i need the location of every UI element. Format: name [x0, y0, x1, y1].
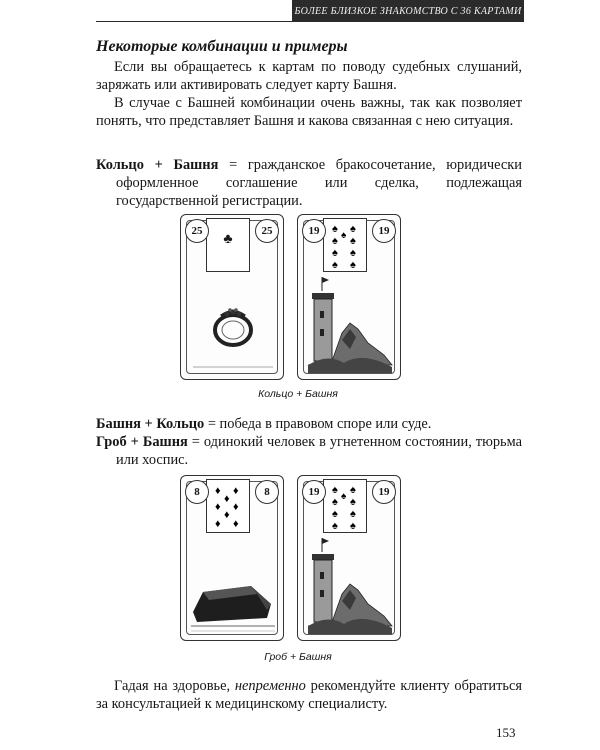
- svg-text:♠: ♠: [350, 247, 356, 259]
- svg-text:♦: ♦: [215, 485, 221, 497]
- club-suit-icon: ♣: [223, 232, 233, 247]
- svg-text:♠: ♠: [332, 247, 338, 259]
- svg-text:♠: ♠: [350, 496, 356, 508]
- coffin-illustration: [181, 476, 285, 642]
- combo-description: = гражданское бракосочетание, юридически оформленное соглашение или сделка, подлежащая государственной регистрации.: [116, 157, 522, 209]
- running-header: БОЛЕЕ БЛИЗКОЕ ЗНАКОМСТВО С 36 КАРТАМИ: [292, 0, 524, 22]
- svg-text:♦: ♦: [233, 501, 239, 513]
- svg-text:♠: ♠: [332, 259, 338, 271]
- svg-text:♠: ♠: [332, 235, 338, 247]
- closing-after: рекомендуйте клиенту обратиться за консультацией к медицинскому специалисту.: [96, 678, 522, 712]
- section-title: Некоторые комбинации и примеры: [96, 38, 348, 55]
- figure-caption: Кольцо + Башня: [258, 388, 338, 400]
- svg-text:♠: ♠: [332, 484, 338, 496]
- combo-description: = одинокий человек в угнетенном состоянии, тюрьма или хоспис.: [116, 434, 522, 468]
- svg-text:♦: ♦: [215, 518, 221, 530]
- figure-caption: Гроб + Башня: [264, 651, 332, 663]
- card-ring: [180, 214, 284, 380]
- card-number: 25: [185, 219, 209, 243]
- svg-text:♠: ♠: [341, 230, 347, 241]
- svg-text:♦: ♦: [224, 509, 230, 521]
- card-coffin: [180, 475, 284, 641]
- card-number: 19: [302, 480, 326, 504]
- combo-label: Кольцо + Башня: [96, 157, 219, 173]
- svg-text:♦: ♦: [224, 493, 230, 505]
- svg-text:♦: ♦: [233, 485, 239, 497]
- intro-paragraph-1: Если вы обращаетесь к картам по поводу судебных слушаний, заряжать или активировать следует карту Башня.: [96, 59, 522, 93]
- ring-illustration: [181, 215, 285, 381]
- card-number: 19: [302, 219, 326, 243]
- svg-text:♠: ♠: [332, 508, 338, 520]
- intro-text: [96, 58, 522, 130]
- card-number: 19: [372, 480, 396, 504]
- card-tower: [297, 214, 401, 380]
- svg-text:♠: ♠: [332, 223, 338, 235]
- closing-emphasis: непременно: [234, 678, 306, 694]
- svg-text:♠: ♠: [350, 484, 356, 496]
- combo-coffin-tower: [96, 433, 522, 469]
- tower-illustration: [298, 215, 402, 381]
- svg-text:♠: ♠: [341, 491, 347, 502]
- svg-text:♠: ♠: [332, 496, 338, 508]
- intro-paragraph-2: В случае с Башней комбинации очень важны, так как позволяет понять, что представляет Башня и какова связанная с нею ситуация.: [96, 95, 522, 129]
- svg-text:♠: ♠: [350, 508, 356, 520]
- svg-text:♦: ♦: [233, 518, 239, 530]
- svg-text:♠: ♠: [350, 223, 356, 235]
- closing-text: [96, 677, 522, 713]
- card-number: 25: [255, 219, 279, 243]
- tower-illustration: [298, 476, 402, 642]
- card-tower: [297, 475, 401, 641]
- combo-ring-tower: [96, 156, 522, 210]
- card-number: 8: [185, 480, 209, 504]
- page-number: 153: [496, 725, 516, 740]
- card-number: 8: [255, 480, 279, 504]
- svg-text:♠: ♠: [350, 259, 356, 271]
- svg-text:♠: ♠: [350, 235, 356, 247]
- svg-text:♦: ♦: [215, 501, 221, 513]
- closing-before: Гадая на здоровье,: [114, 678, 235, 694]
- svg-text:♠: ♠: [350, 520, 356, 532]
- combo-description: = победа в правовом споре или суде.: [204, 416, 432, 432]
- combo-label: Гроб + Башня: [96, 434, 188, 450]
- combo-label: Башня + Кольцо: [96, 416, 205, 432]
- card-number: 19: [372, 219, 396, 243]
- svg-text:♠: ♠: [332, 520, 338, 532]
- combo-tower-ring-and-coffin-tower: [96, 415, 522, 469]
- header-rule: [96, 21, 524, 22]
- combo-tower-ring: [96, 415, 522, 433]
